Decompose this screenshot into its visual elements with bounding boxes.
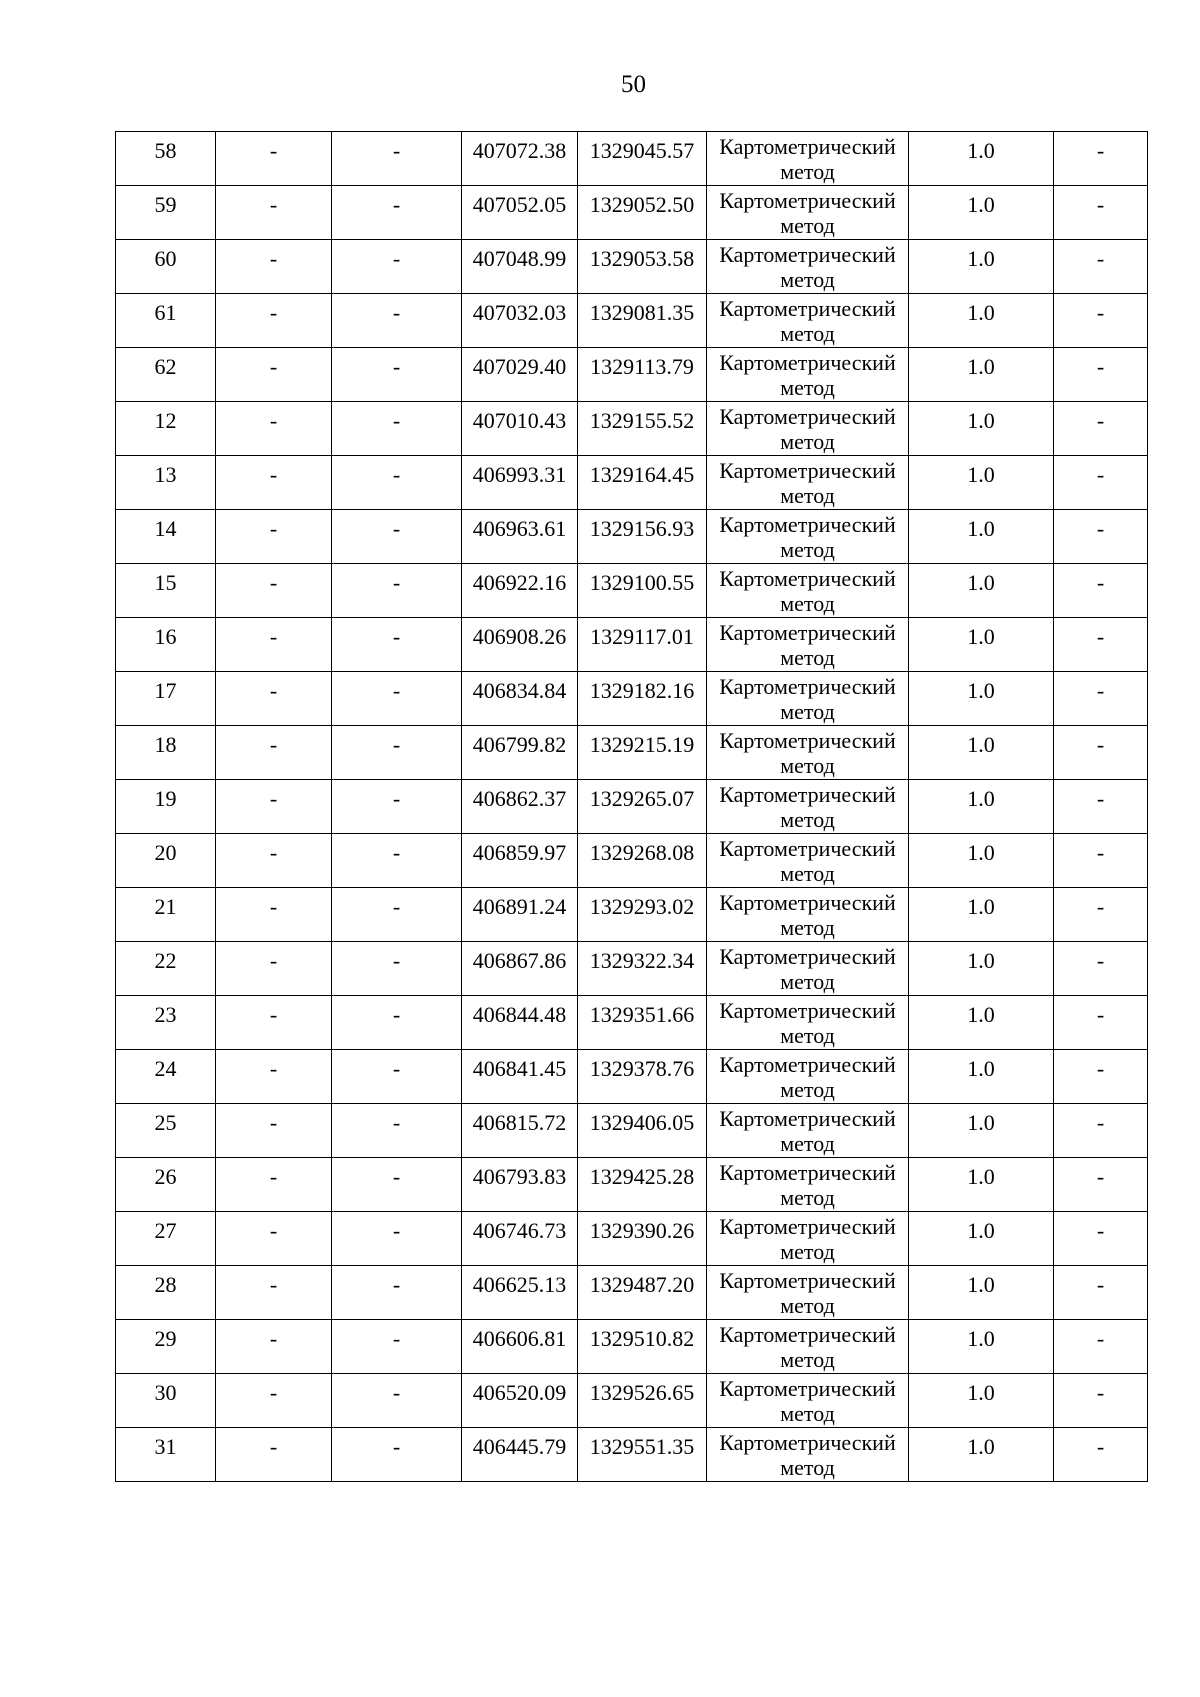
dash-cell-a: - bbox=[216, 780, 332, 834]
method-cell bbox=[707, 456, 909, 510]
y-coordinate-cell: 1329117.01 bbox=[578, 618, 707, 672]
method-line-2: метод bbox=[780, 861, 835, 886]
point-number-cell: 23 bbox=[116, 996, 216, 1050]
dash-cell-c: - bbox=[1054, 780, 1148, 834]
dash-cell-a: - bbox=[216, 672, 332, 726]
method-cell bbox=[707, 888, 909, 942]
x-coordinate-cell: 406625.13 bbox=[462, 1266, 578, 1320]
method-line-2: метод bbox=[780, 267, 835, 292]
x-coordinate-cell: 406859.97 bbox=[462, 834, 578, 888]
dash-cell-b: - bbox=[332, 726, 462, 780]
dash-cell-c: - bbox=[1054, 1428, 1148, 1482]
method-line-2: метод bbox=[780, 807, 835, 832]
accuracy-cell: 1.0 bbox=[909, 132, 1054, 186]
dash-cell-b: - bbox=[332, 1050, 462, 1104]
y-coordinate-cell: 1329045.57 bbox=[578, 132, 707, 186]
dash-cell-b: - bbox=[332, 1212, 462, 1266]
method-line-1: Картометрический bbox=[719, 1052, 896, 1077]
dash-cell-a: - bbox=[216, 618, 332, 672]
method-line-2: метод bbox=[780, 375, 835, 400]
accuracy-cell: 1.0 bbox=[909, 1158, 1054, 1212]
table-row bbox=[116, 672, 1148, 726]
method-line-2: метод bbox=[780, 1347, 835, 1372]
dash-cell-c: - bbox=[1054, 942, 1148, 996]
dash-cell-b: - bbox=[332, 780, 462, 834]
method-cell bbox=[707, 672, 909, 726]
dash-cell-b: - bbox=[332, 1266, 462, 1320]
x-coordinate-cell: 406993.31 bbox=[462, 456, 578, 510]
method-line-2: метод bbox=[780, 321, 835, 346]
table-row bbox=[116, 1320, 1148, 1374]
point-number-cell: 14 bbox=[116, 510, 216, 564]
point-number-cell: 19 bbox=[116, 780, 216, 834]
dash-cell-b: - bbox=[332, 672, 462, 726]
table-row bbox=[116, 942, 1148, 996]
x-coordinate-cell: 406963.61 bbox=[462, 510, 578, 564]
point-number-cell: 31 bbox=[116, 1428, 216, 1482]
accuracy-cell: 1.0 bbox=[909, 510, 1054, 564]
dash-cell-a: - bbox=[216, 834, 332, 888]
method-line-2: метод bbox=[780, 1023, 835, 1048]
x-coordinate-cell: 406867.86 bbox=[462, 942, 578, 996]
y-coordinate-cell: 1329551.35 bbox=[578, 1428, 707, 1482]
method-line-1: Картометрический bbox=[719, 890, 896, 915]
dash-cell-a: - bbox=[216, 888, 332, 942]
method-line-1: Картометрический bbox=[719, 782, 896, 807]
dash-cell-a: - bbox=[216, 1050, 332, 1104]
point-number-cell: 21 bbox=[116, 888, 216, 942]
method-line-1: Картометрический bbox=[719, 566, 896, 591]
y-coordinate-cell: 1329155.52 bbox=[578, 402, 707, 456]
table-row bbox=[116, 834, 1148, 888]
dash-cell-b: - bbox=[332, 348, 462, 402]
coordinates-table bbox=[115, 131, 1148, 1482]
table-row bbox=[116, 132, 1148, 186]
point-number-cell: 20 bbox=[116, 834, 216, 888]
dash-cell-c: - bbox=[1054, 1158, 1148, 1212]
x-coordinate-cell: 406844.48 bbox=[462, 996, 578, 1050]
dash-cell-c: - bbox=[1054, 726, 1148, 780]
x-coordinate-cell: 406445.79 bbox=[462, 1428, 578, 1482]
dash-cell-a: - bbox=[216, 186, 332, 240]
x-coordinate-cell: 406922.16 bbox=[462, 564, 578, 618]
method-line-2: метод bbox=[780, 1455, 835, 1480]
dash-cell-c: - bbox=[1054, 996, 1148, 1050]
x-coordinate-cell: 406834.84 bbox=[462, 672, 578, 726]
dash-cell-c: - bbox=[1054, 348, 1148, 402]
method-line-2: метод bbox=[780, 159, 835, 184]
accuracy-cell: 1.0 bbox=[909, 1320, 1054, 1374]
point-number-cell: 61 bbox=[116, 294, 216, 348]
method-line-1: Картометрический bbox=[719, 1430, 896, 1455]
dash-cell-c: - bbox=[1054, 564, 1148, 618]
point-number-cell: 58 bbox=[116, 132, 216, 186]
method-cell bbox=[707, 240, 909, 294]
method-cell bbox=[707, 564, 909, 618]
method-line-1: Картометрический bbox=[719, 1268, 896, 1293]
accuracy-cell: 1.0 bbox=[909, 1212, 1054, 1266]
table-row bbox=[116, 996, 1148, 1050]
page-number: 50 bbox=[621, 71, 646, 98]
point-number-cell: 15 bbox=[116, 564, 216, 618]
table-row bbox=[116, 240, 1148, 294]
x-coordinate-cell: 407052.05 bbox=[462, 186, 578, 240]
dash-cell-b: - bbox=[332, 240, 462, 294]
method-line-2: метод bbox=[780, 969, 835, 994]
accuracy-cell: 1.0 bbox=[909, 996, 1054, 1050]
point-number-cell: 60 bbox=[116, 240, 216, 294]
method-cell bbox=[707, 294, 909, 348]
method-cell bbox=[707, 942, 909, 996]
table-row bbox=[116, 1104, 1148, 1158]
x-coordinate-cell: 406862.37 bbox=[462, 780, 578, 834]
y-coordinate-cell: 1329351.66 bbox=[578, 996, 707, 1050]
dash-cell-b: - bbox=[332, 1104, 462, 1158]
dash-cell-a: - bbox=[216, 1158, 332, 1212]
accuracy-cell: 1.0 bbox=[909, 618, 1054, 672]
method-line-1: Картометрический bbox=[719, 1376, 896, 1401]
point-number-cell: 17 bbox=[116, 672, 216, 726]
dash-cell-b: - bbox=[332, 996, 462, 1050]
dash-cell-b: - bbox=[332, 186, 462, 240]
dash-cell-a: - bbox=[216, 1212, 332, 1266]
method-cell bbox=[707, 510, 909, 564]
dash-cell-a: - bbox=[216, 240, 332, 294]
method-line-1: Картометрический bbox=[719, 1214, 896, 1239]
method-cell bbox=[707, 402, 909, 456]
table-row bbox=[116, 726, 1148, 780]
point-number-cell: 30 bbox=[116, 1374, 216, 1428]
dash-cell-a: - bbox=[216, 996, 332, 1050]
method-line-2: метод bbox=[780, 213, 835, 238]
method-line-2: метод bbox=[780, 699, 835, 724]
method-line-1: Картометрический bbox=[719, 458, 896, 483]
dash-cell-a: - bbox=[216, 456, 332, 510]
x-coordinate-cell: 407032.03 bbox=[462, 294, 578, 348]
method-line-1: Картометрический bbox=[719, 134, 896, 159]
point-number-cell: 25 bbox=[116, 1104, 216, 1158]
dash-cell-a: - bbox=[216, 1320, 332, 1374]
dash-cell-c: - bbox=[1054, 240, 1148, 294]
dash-cell-c: - bbox=[1054, 510, 1148, 564]
method-line-1: Картометрический bbox=[719, 674, 896, 699]
method-cell bbox=[707, 1050, 909, 1104]
dash-cell-a: - bbox=[216, 1428, 332, 1482]
accuracy-cell: 1.0 bbox=[909, 1374, 1054, 1428]
dash-cell-a: - bbox=[216, 1266, 332, 1320]
x-coordinate-cell: 406746.73 bbox=[462, 1212, 578, 1266]
method-line-1: Картометрический bbox=[719, 188, 896, 213]
method-cell bbox=[707, 1104, 909, 1158]
table-row bbox=[116, 294, 1148, 348]
method-line-1: Картометрический bbox=[719, 998, 896, 1023]
x-coordinate-cell: 407029.40 bbox=[462, 348, 578, 402]
dash-cell-c: - bbox=[1054, 1212, 1148, 1266]
dash-cell-b: - bbox=[332, 1320, 462, 1374]
accuracy-cell: 1.0 bbox=[909, 888, 1054, 942]
dash-cell-c: - bbox=[1054, 672, 1148, 726]
method-cell bbox=[707, 726, 909, 780]
dash-cell-a: - bbox=[216, 942, 332, 996]
table-row bbox=[116, 1428, 1148, 1482]
accuracy-cell: 1.0 bbox=[909, 456, 1054, 510]
accuracy-cell: 1.0 bbox=[909, 942, 1054, 996]
y-coordinate-cell: 1329265.07 bbox=[578, 780, 707, 834]
accuracy-cell: 1.0 bbox=[909, 726, 1054, 780]
y-coordinate-cell: 1329293.02 bbox=[578, 888, 707, 942]
accuracy-cell: 1.0 bbox=[909, 834, 1054, 888]
y-coordinate-cell: 1329390.26 bbox=[578, 1212, 707, 1266]
dash-cell-c: - bbox=[1054, 186, 1148, 240]
table-row bbox=[116, 564, 1148, 618]
table-row bbox=[116, 1050, 1148, 1104]
point-number-cell: 22 bbox=[116, 942, 216, 996]
dash-cell-a: - bbox=[216, 564, 332, 618]
table-row bbox=[116, 1374, 1148, 1428]
dash-cell-b: - bbox=[332, 294, 462, 348]
method-line-2: метод bbox=[780, 591, 835, 616]
dash-cell-a: - bbox=[216, 726, 332, 780]
method-line-1: Картометрический bbox=[719, 1106, 896, 1131]
dash-cell-b: - bbox=[332, 618, 462, 672]
dash-cell-c: - bbox=[1054, 1266, 1148, 1320]
method-line-2: метод bbox=[780, 1077, 835, 1102]
method-line-2: метод bbox=[780, 1293, 835, 1318]
table-body bbox=[116, 132, 1148, 1482]
x-coordinate-cell: 406606.81 bbox=[462, 1320, 578, 1374]
x-coordinate-cell: 406908.26 bbox=[462, 618, 578, 672]
method-line-1: Картометрический bbox=[719, 350, 896, 375]
method-line-1: Картометрический bbox=[719, 242, 896, 267]
dash-cell-c: - bbox=[1054, 132, 1148, 186]
method-cell bbox=[707, 348, 909, 402]
dash-cell-b: - bbox=[332, 888, 462, 942]
method-cell bbox=[707, 186, 909, 240]
dash-cell-b: - bbox=[332, 132, 462, 186]
dash-cell-b: - bbox=[332, 564, 462, 618]
x-coordinate-cell: 406793.83 bbox=[462, 1158, 578, 1212]
method-line-1: Картометрический bbox=[719, 512, 896, 537]
method-line-2: метод bbox=[780, 483, 835, 508]
table-row bbox=[116, 402, 1148, 456]
dash-cell-a: - bbox=[216, 132, 332, 186]
y-coordinate-cell: 1329182.16 bbox=[578, 672, 707, 726]
dash-cell-a: - bbox=[216, 1104, 332, 1158]
method-line-1: Картометрический bbox=[719, 620, 896, 645]
method-cell bbox=[707, 1428, 909, 1482]
method-line-1: Картометрический bbox=[719, 1322, 896, 1347]
y-coordinate-cell: 1329164.45 bbox=[578, 456, 707, 510]
method-line-2: метод bbox=[780, 1239, 835, 1264]
point-number-cell: 12 bbox=[116, 402, 216, 456]
dash-cell-c: - bbox=[1054, 1374, 1148, 1428]
y-coordinate-cell: 1329052.50 bbox=[578, 186, 707, 240]
dash-cell-b: - bbox=[332, 834, 462, 888]
dash-cell-b: - bbox=[332, 1374, 462, 1428]
y-coordinate-cell: 1329053.58 bbox=[578, 240, 707, 294]
dash-cell-b: - bbox=[332, 510, 462, 564]
x-coordinate-cell: 407010.43 bbox=[462, 402, 578, 456]
method-cell bbox=[707, 1320, 909, 1374]
accuracy-cell: 1.0 bbox=[909, 1050, 1054, 1104]
dash-cell-c: - bbox=[1054, 1320, 1148, 1374]
point-number-cell: 16 bbox=[116, 618, 216, 672]
method-line-1: Картометрический bbox=[719, 944, 896, 969]
dash-cell-c: - bbox=[1054, 402, 1148, 456]
x-coordinate-cell: 407072.38 bbox=[462, 132, 578, 186]
accuracy-cell: 1.0 bbox=[909, 564, 1054, 618]
method-line-1: Картометрический bbox=[719, 1160, 896, 1185]
dash-cell-a: - bbox=[216, 294, 332, 348]
table-row bbox=[116, 1158, 1148, 1212]
x-coordinate-cell: 406799.82 bbox=[462, 726, 578, 780]
point-number-cell: 27 bbox=[116, 1212, 216, 1266]
dash-cell-b: - bbox=[332, 942, 462, 996]
method-cell bbox=[707, 1158, 909, 1212]
point-number-cell: 29 bbox=[116, 1320, 216, 1374]
method-line-2: метод bbox=[780, 645, 835, 670]
y-coordinate-cell: 1329526.65 bbox=[578, 1374, 707, 1428]
accuracy-cell: 1.0 bbox=[909, 1266, 1054, 1320]
accuracy-cell: 1.0 bbox=[909, 1104, 1054, 1158]
point-number-cell: 26 bbox=[116, 1158, 216, 1212]
table-row bbox=[116, 618, 1148, 672]
y-coordinate-cell: 1329406.05 bbox=[578, 1104, 707, 1158]
dash-cell-c: - bbox=[1054, 456, 1148, 510]
dash-cell-c: - bbox=[1054, 618, 1148, 672]
dash-cell-b: - bbox=[332, 1158, 462, 1212]
x-coordinate-cell: 406520.09 bbox=[462, 1374, 578, 1428]
dash-cell-c: - bbox=[1054, 834, 1148, 888]
dash-cell-a: - bbox=[216, 402, 332, 456]
method-cell bbox=[707, 1212, 909, 1266]
dash-cell-c: - bbox=[1054, 1050, 1148, 1104]
method-line-1: Картометрический bbox=[719, 836, 896, 861]
method-line-1: Картометрический bbox=[719, 404, 896, 429]
y-coordinate-cell: 1329215.19 bbox=[578, 726, 707, 780]
point-number-cell: 28 bbox=[116, 1266, 216, 1320]
dash-cell-c: - bbox=[1054, 1104, 1148, 1158]
y-coordinate-cell: 1329156.93 bbox=[578, 510, 707, 564]
method-line-2: метод bbox=[780, 915, 835, 940]
table-row bbox=[116, 456, 1148, 510]
y-coordinate-cell: 1329487.20 bbox=[578, 1266, 707, 1320]
dash-cell-a: - bbox=[216, 348, 332, 402]
point-number-cell: 18 bbox=[116, 726, 216, 780]
x-coordinate-cell: 406815.72 bbox=[462, 1104, 578, 1158]
table-row bbox=[116, 1212, 1148, 1266]
accuracy-cell: 1.0 bbox=[909, 402, 1054, 456]
table-row bbox=[116, 348, 1148, 402]
y-coordinate-cell: 1329322.34 bbox=[578, 942, 707, 996]
point-number-cell: 62 bbox=[116, 348, 216, 402]
dash-cell-a: - bbox=[216, 1374, 332, 1428]
accuracy-cell: 1.0 bbox=[909, 240, 1054, 294]
method-cell bbox=[707, 618, 909, 672]
method-line-1: Картометрический bbox=[719, 296, 896, 321]
x-coordinate-cell: 407048.99 bbox=[462, 240, 578, 294]
method-line-1: Картометрический bbox=[719, 728, 896, 753]
x-coordinate-cell: 406891.24 bbox=[462, 888, 578, 942]
method-line-2: метод bbox=[780, 1401, 835, 1426]
method-line-2: метод bbox=[780, 1131, 835, 1156]
accuracy-cell: 1.0 bbox=[909, 780, 1054, 834]
point-number-cell: 24 bbox=[116, 1050, 216, 1104]
table-row bbox=[116, 1266, 1148, 1320]
table-row bbox=[116, 888, 1148, 942]
method-cell bbox=[707, 1374, 909, 1428]
dash-cell-c: - bbox=[1054, 294, 1148, 348]
y-coordinate-cell: 1329425.28 bbox=[578, 1158, 707, 1212]
dash-cell-b: - bbox=[332, 402, 462, 456]
y-coordinate-cell: 1329510.82 bbox=[578, 1320, 707, 1374]
table-row bbox=[116, 186, 1148, 240]
point-number-cell: 59 bbox=[116, 186, 216, 240]
method-line-2: метод bbox=[780, 537, 835, 562]
x-coordinate-cell: 406841.45 bbox=[462, 1050, 578, 1104]
y-coordinate-cell: 1329268.08 bbox=[578, 834, 707, 888]
method-line-2: метод bbox=[780, 1185, 835, 1210]
method-cell bbox=[707, 132, 909, 186]
table-row bbox=[116, 510, 1148, 564]
accuracy-cell: 1.0 bbox=[909, 294, 1054, 348]
method-cell bbox=[707, 1266, 909, 1320]
table-row bbox=[116, 780, 1148, 834]
dash-cell-c: - bbox=[1054, 888, 1148, 942]
y-coordinate-cell: 1329378.76 bbox=[578, 1050, 707, 1104]
accuracy-cell: 1.0 bbox=[909, 348, 1054, 402]
method-cell bbox=[707, 780, 909, 834]
accuracy-cell: 1.0 bbox=[909, 672, 1054, 726]
method-line-2: метод bbox=[780, 429, 835, 454]
y-coordinate-cell: 1329100.55 bbox=[578, 564, 707, 618]
dash-cell-a: - bbox=[216, 510, 332, 564]
y-coordinate-cell: 1329113.79 bbox=[578, 348, 707, 402]
method-cell bbox=[707, 834, 909, 888]
dash-cell-b: - bbox=[332, 456, 462, 510]
point-number-cell: 13 bbox=[116, 456, 216, 510]
dash-cell-b: - bbox=[332, 1428, 462, 1482]
y-coordinate-cell: 1329081.35 bbox=[578, 294, 707, 348]
accuracy-cell: 1.0 bbox=[909, 186, 1054, 240]
method-cell bbox=[707, 996, 909, 1050]
accuracy-cell: 1.0 bbox=[909, 1428, 1054, 1482]
method-line-2: метод bbox=[780, 753, 835, 778]
